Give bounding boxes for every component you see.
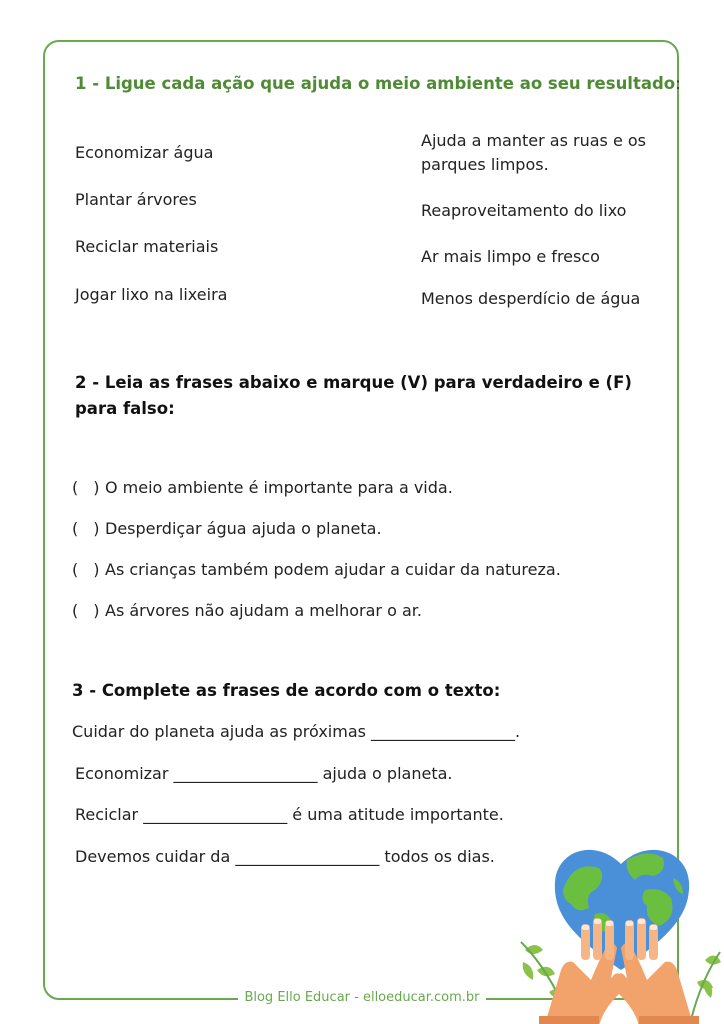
statement-text: As crianças também podem ajudar a cuidar da natureza.	[105, 560, 561, 579]
fill-in-sentence[interactable]: Cuidar do planeta ajuda as próximas __________________.	[72, 722, 521, 741]
question-1-title	[75, 71, 681, 97]
answer-box[interactable]: ( )	[72, 478, 100, 497]
fill-in-sentence[interactable]: Reciclar __________________ é uma atitude importante.	[75, 805, 504, 824]
true-false-item	[72, 476, 453, 500]
action-item: Plantar árvores	[75, 190, 197, 209]
true-false-item	[72, 599, 422, 623]
question-3-title: 3 - Complete as frases de acordo com o texto:	[72, 681, 501, 700]
answer-box[interactable]: ( )	[72, 519, 100, 538]
question-1-colon: :	[675, 74, 681, 93]
question-2-title: 2 - Leia as frases abaixo e marque (V) para verdadeiro e (F) para falso:	[75, 373, 632, 418]
action-item: Economizar água	[75, 143, 214, 162]
result-item: Menos desperdício de água	[421, 289, 641, 308]
question-1-number: 1 -	[75, 74, 100, 93]
footer-credit: Blog Ello Educar - elloeducar.com.br	[0, 990, 724, 1005]
fill-in-sentence[interactable]: Economizar __________________ ajuda o planeta.	[75, 764, 453, 783]
answer-box[interactable]: ( )	[72, 560, 100, 579]
action-item: Jogar lixo na lixeira	[75, 285, 228, 304]
result-item: Ajuda a manter as ruas e os parques limpos.	[421, 131, 647, 174]
fill-in-sentence[interactable]: Devemos cuidar da __________________ todos os dias.	[75, 847, 495, 866]
statement-text: As árvores não ajudam a melhorar o ar.	[105, 601, 422, 620]
answer-box[interactable]: ( )	[72, 601, 100, 620]
true-false-item	[72, 558, 561, 582]
statement-text: Desperdiçar água ajuda o planeta.	[105, 519, 382, 538]
true-false-item	[72, 517, 382, 541]
statement-text: O meio ambiente é importante para a vida.	[105, 478, 453, 497]
question-1-text: Ligue cada ação que ajuda o meio ambiente ao seu resultado	[104, 74, 676, 93]
result-item: Reaproveitamento do lixo	[421, 201, 627, 220]
result-item: Ar mais limpo e fresco	[421, 247, 600, 266]
hands-holding-heart-earth-icon	[515, 820, 724, 1024]
action-item: Reciclar materiais	[75, 237, 219, 256]
